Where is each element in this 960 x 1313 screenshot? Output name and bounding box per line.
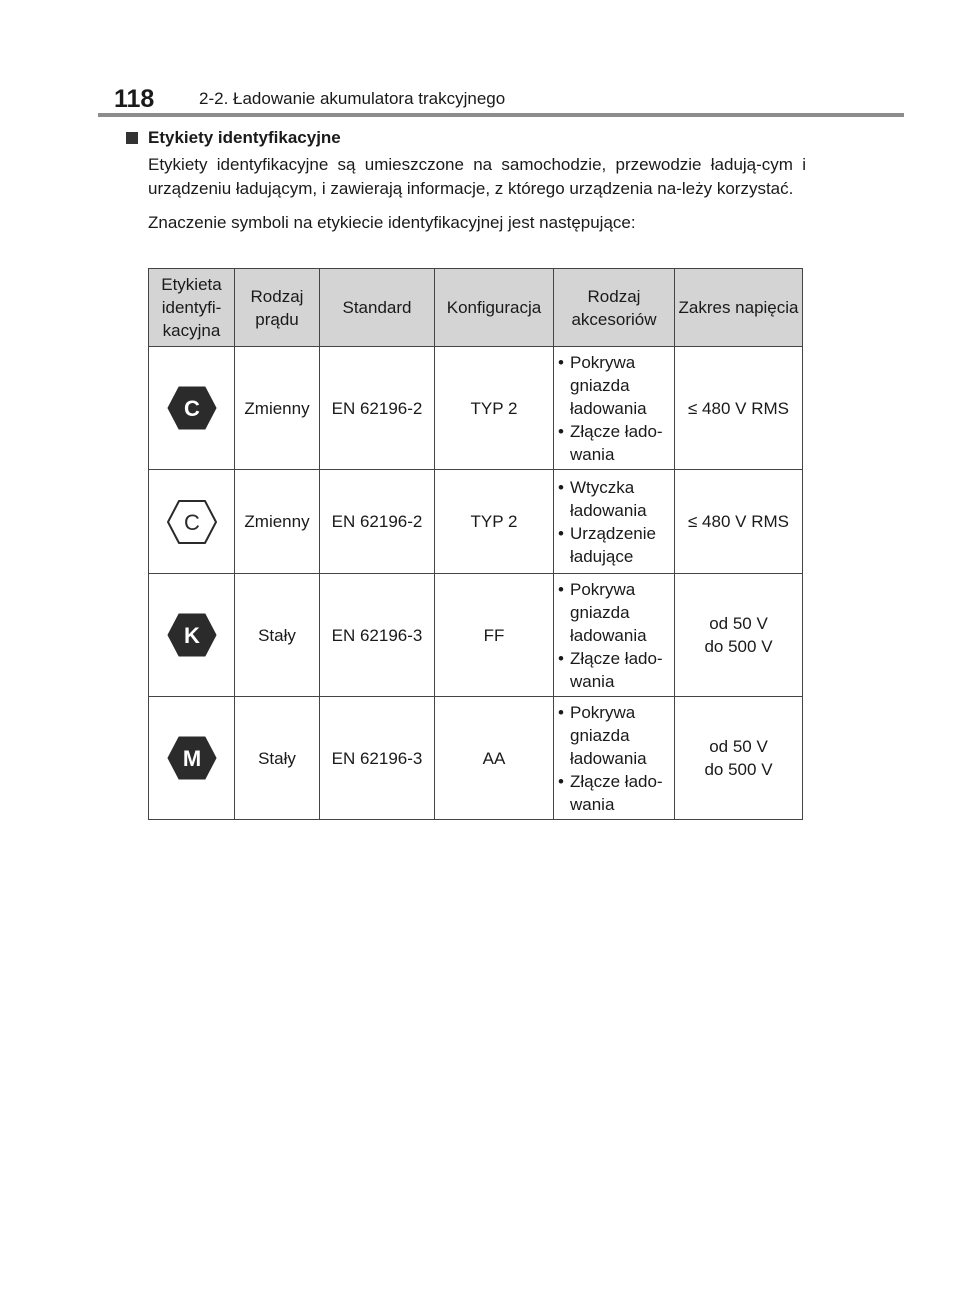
section-body xyxy=(148,153,806,235)
square-bullet-icon xyxy=(126,132,138,144)
voltage-line: od 50 V xyxy=(709,737,768,756)
label-symbol-cell xyxy=(149,574,235,697)
section-heading xyxy=(126,125,806,151)
table-row xyxy=(149,574,803,697)
hexagon-letter: K xyxy=(183,623,200,648)
accessory-item xyxy=(558,420,670,466)
table-body xyxy=(149,347,803,820)
header-voltage: Zakres napięcia xyxy=(675,269,803,347)
accessory-item xyxy=(558,647,670,693)
standard-cell: EN 62196-2 xyxy=(320,347,435,470)
label-symbol-cell xyxy=(149,470,235,574)
hexagon-k-icon xyxy=(166,612,218,658)
bullet: • xyxy=(558,702,564,722)
voltage-range-cell xyxy=(675,470,803,574)
bullet: • xyxy=(558,477,564,497)
hexagon-c-icon xyxy=(166,385,218,431)
section-heading-text: Etykiety identyfikacyjne xyxy=(148,128,341,147)
accessory-item xyxy=(558,476,670,522)
accessories-cell xyxy=(554,347,675,470)
hexagon-letter: C xyxy=(183,509,200,535)
accessory-item xyxy=(558,770,670,816)
voltage-line: do 500 V xyxy=(704,760,773,779)
hexagon-letter: M xyxy=(182,746,201,771)
configuration-cell: TYP 2 xyxy=(435,347,554,470)
bullet: • xyxy=(558,421,564,441)
accessory-text: Pokrywa gniazda ładowania xyxy=(570,702,647,768)
accessory-text: Urządzenie ładujące xyxy=(570,523,656,566)
label-symbol-cell xyxy=(149,347,235,470)
header-standard: Standard xyxy=(320,269,435,347)
accessory-item xyxy=(558,701,670,770)
accessory-item xyxy=(558,522,670,568)
header-config: Konfiguracja xyxy=(435,269,554,347)
header-divider xyxy=(98,113,904,117)
configuration-cell: FF xyxy=(435,574,554,697)
table-row xyxy=(149,697,803,820)
voltage-range-cell xyxy=(675,574,803,697)
accessory-item xyxy=(558,578,670,647)
hexagon-c-icon xyxy=(166,499,218,545)
voltage-range-cell xyxy=(675,347,803,470)
accessories-cell xyxy=(554,697,675,820)
chapter-title: 2-2. Ładowanie akumulatora trakcyjnego xyxy=(199,89,506,108)
table-header-row xyxy=(149,269,803,347)
accessory-text: Złącze łado-wania xyxy=(570,648,663,691)
standard-cell: EN 62196-2 xyxy=(320,470,435,574)
symbols-intro-paragraph: Znaczenie symboli na etykiecie identyfikacyjnej jest następujące: xyxy=(148,213,636,232)
bullet: • xyxy=(558,771,564,791)
label-symbol-cell xyxy=(149,697,235,820)
bullet: • xyxy=(558,648,564,668)
table-row xyxy=(149,470,803,574)
section-identification-labels xyxy=(126,125,806,235)
accessory-text: Złącze łado-wania xyxy=(570,771,663,814)
accessories-cell xyxy=(554,470,675,574)
voltage-line: do 500 V xyxy=(704,637,773,656)
header-label: Etykieta identyfi-kacyjna xyxy=(149,269,235,347)
page-header xyxy=(98,78,505,114)
voltage-line: od 50 V xyxy=(709,614,768,633)
current-type-cell: Stały xyxy=(235,574,320,697)
page-number: 118 xyxy=(114,85,155,113)
table-row xyxy=(149,347,803,470)
current-type-cell: Stały xyxy=(235,697,320,820)
accessories-cell xyxy=(554,574,675,697)
header-current: Rodzaj prądu xyxy=(235,269,320,347)
standard-cell: EN 62196-3 xyxy=(320,697,435,820)
standard-cell: EN 62196-3 xyxy=(320,574,435,697)
bullet: • xyxy=(558,579,564,599)
voltage-range-cell xyxy=(675,697,803,820)
accessory-text: Wtyczka ładowania xyxy=(570,477,647,520)
bullet: • xyxy=(558,523,564,543)
hexagon-m-icon xyxy=(166,735,218,781)
current-type-cell: Zmienny xyxy=(235,347,320,470)
intro-paragraph: Etykiety identyfikacyjne są umieszczone na samochodzie, przewodzie ładują-cym i urządzeniu ładującym, i zawierają informacje, z którego urządzenia na-leży korzystać. xyxy=(148,155,806,198)
configuration-cell: AA xyxy=(435,697,554,820)
bullet: • xyxy=(558,352,564,372)
hexagon-letter: C xyxy=(183,396,200,421)
voltage-line: ≤ 480 V RMS xyxy=(688,398,789,418)
accessory-item xyxy=(558,351,670,420)
accessory-text: Pokrywa gniazda ładowania xyxy=(570,352,647,418)
header-accessories: Rodzaj akcesoriów xyxy=(554,269,675,347)
accessory-text: Złącze łado-wania xyxy=(570,421,663,464)
configuration-cell: TYP 2 xyxy=(435,470,554,574)
identification-labels-table xyxy=(148,268,803,820)
accessory-text: Pokrywa gniazda ładowania xyxy=(570,579,647,645)
voltage-line: ≤ 480 V RMS xyxy=(688,512,789,531)
current-type-cell: Zmienny xyxy=(235,470,320,574)
